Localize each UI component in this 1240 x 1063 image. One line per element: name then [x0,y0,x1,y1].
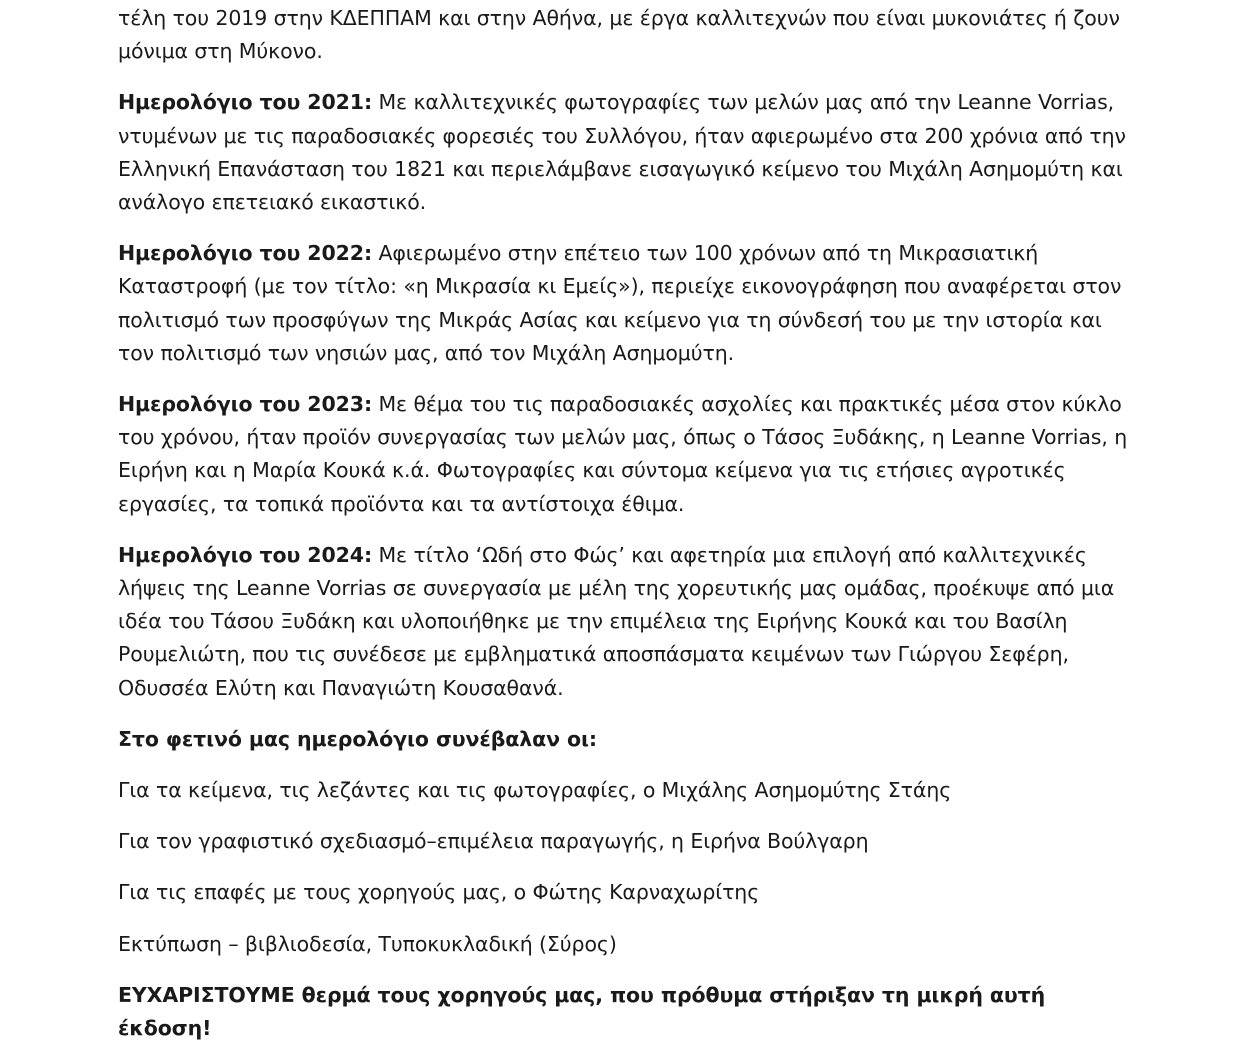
calendar-2023-text: Με θέμα του τις παραδοσιακές ασχολίες και πρακτικές μέσα στον κύκλο του χρόνου, ήταν προϊόν συνεργασίας των μελών μας, όπως ο Τάσος Ξυδάκης, η Leanne Vorrias, η Ειρήνη και η Μαρία Κουκά κ.ά. Φωτογραφίες και σύντομα κείμενα για τις ετήσιες αγροτικές εργασίες, τα τοπικά προϊόντα και τα αντίστοιχα έθιμα. [118,392,1128,516]
contributor-texts-photos: Για τα κείμενα, τις λεζάντες και τις φωτογραφίες, ο Μιχάλης Ασημομύτης Στάης [118,778,952,803]
contributor-sponsor-contacts: Για τις επαφές με τους χορηγούς μας, ο Φώτης Καρναχωρίτης [118,880,760,905]
calendar-2021-label: Ημερολόγιο του 2021: [118,90,373,115]
calendar-2021-text: Με καλλιτεχνικές φωτογραφίες των μελών μας από την Leanne Vorrias, ντυμένων με τις παραδοσιακές φορεσιές του Συλλόγου, ήταν αφιερωμένο στα 200 χρόνια από την Ελληνική Επανάσταση του 1821 και περιελάμβανε εισαγωγικό κείμενο του Μιχάλη Ασημομύτη και ανάλογο επετειακό εικαστικό. [118,90,1126,215]
calendar-2021-paragraph [118,86,1128,219]
calendar-2024-paragraph [118,539,1128,705]
calendar-2022-text: Αφιερωμένο στην επέτειο των 100 χρόνων από τη Μικρασιατική Καταστροφή (με τον τίτλο: «η Μικρασία κι Εμείς»), περιείχε εικονογράφηση που αναφέρεται στον πολιτισμό των προσφύγων της Μικράς Ασίας και κείμενο για τη σύνδεσή του με την ιστορία και τον πολιτισμό των νησιών μας, από τον Μιχάλη Ασημομύτη. [118,241,1122,365]
thanks-paragraph: ΕΥΧΑΡΙΣΤΟΥΜΕ θερμά τους χορηγούς μας, που πρόθυμα στήριξαν τη μικρή αυτή έκδοση! [118,982,1046,1041]
calendar-2023-paragraph [118,388,1128,521]
intro-paragraph-tail: τέλη του 2019 στην ΚΔΕΠΠΑΜ και στην Αθήνα, με έργα καλλιτεχνών που είναι μυκονιάτες ή ζουν μόνιμα στη Μύκονο. [118,6,1120,64]
contributor-graphic-design: Για τον γραφιστικό σχεδιασμό–επιμέλεια παραγωγής, η Ειρήνα Βούλγαρη [118,829,869,854]
article-body [118,2,1128,1063]
calendar-2022-label: Ημερολόγιο του 2022: [118,241,373,266]
calendar-2022-paragraph [118,237,1128,370]
calendar-2024-label: Ημερολόγιο του 2024: [118,542,373,567]
calendar-2023-label: Ημερολόγιο του 2023: [118,392,373,417]
calendar-2024-text: Με τίτλο ‘Ωδή στο Φώς’ και αφετηρία μια επιλογή από καλλιτεχνικές λήψεις της Leanne Vorrias σε συνεργασία με μέλη της χορευτικής μας ομάδας, προέκυψε από μια ιδέα του Τάσου Ξυδάκη και υλοποιήθηκε με την επιμέλεια της Ειρήνης Κουκά και του Βασίλη Ρουμελιώτη, που τις συνέδεσε με εμβληματικά αποσπάσματα κειμένων των Γιώργου Σεφέρη, Οδυσσέα Ελύτη και Παναγιώτη Κουσαθανά. [118,542,1115,700]
contributor-printing: Εκτύπωση – βιβλιοδεσία, Τυποκυκλαδική (Σύρος) [118,931,617,956]
contributors-heading: Στο φετινό μας ημερολόγιο συνέβαλαν οι: [118,726,598,751]
